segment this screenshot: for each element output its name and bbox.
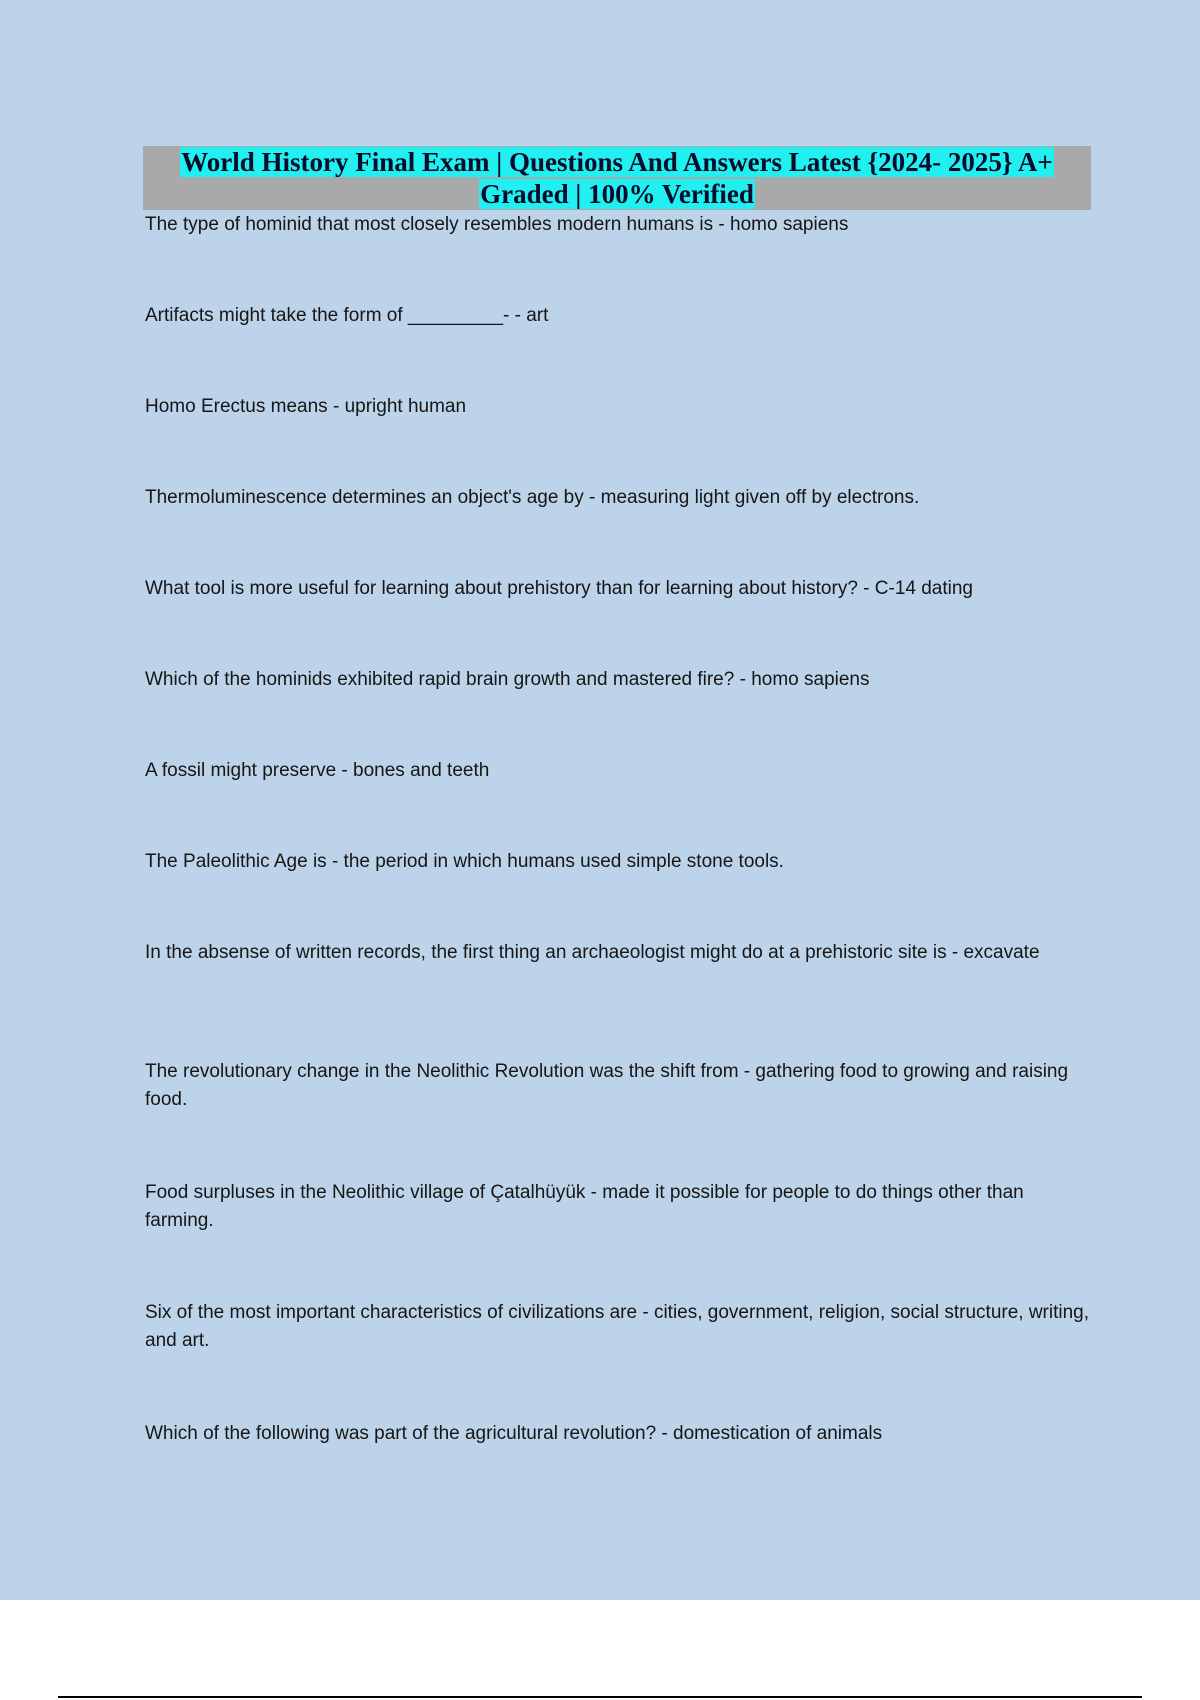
qa-item: Homo Erectus means - upright human: [145, 396, 467, 417]
qa-item: Food surpluses in the Neolithic village of Çatalhüyük - made it possible for people to do things other than farming.: [145, 1182, 1024, 1231]
qa-item: A fossil might preserve - bones and teeth: [145, 760, 490, 781]
qa-item: The type of hominid that most closely resembles modern humans is - homo sapiens: [145, 214, 849, 235]
qa-item: The revolutionary change in the Neolithic Revolution was the shift from - gathering food to growing and raising food.: [145, 1061, 1069, 1110]
qa-item: The Paleolithic Age is - the period in which humans used simple stone tools.: [145, 851, 784, 872]
qa-item: Which of the hominids exhibited rapid brain growth and mastered fire? - homo sapiens: [145, 669, 870, 690]
qa-item: What tool is more useful for learning about prehistory than for learning about history? - C-14 dating: [145, 578, 974, 599]
qa-item: In the absense of written records, the first thing an archaeologist might do at a prehistoric site is - excavate: [145, 942, 1040, 963]
footer-divider: [58, 1696, 1142, 1698]
document-title: [143, 146, 1091, 210]
title-line-1: World History Final Exam | Questions And Answers Latest {2024- 2025} A+: [181, 147, 1053, 177]
qa-item: Which of the following was part of the agricultural revolution? - domestication of animals: [145, 1423, 883, 1444]
qa-item: Six of the most important characteristics of civilizations are - cities, government, religion, social structure, writing, and art.: [145, 1302, 1090, 1351]
qa-item: Artifacts might take the form of _________- - art: [145, 305, 549, 326]
title-line-2: Graded | 100% Verified: [480, 179, 754, 209]
qa-item: Thermoluminescence determines an object's age by - measuring light given off by electrons.: [145, 487, 920, 508]
